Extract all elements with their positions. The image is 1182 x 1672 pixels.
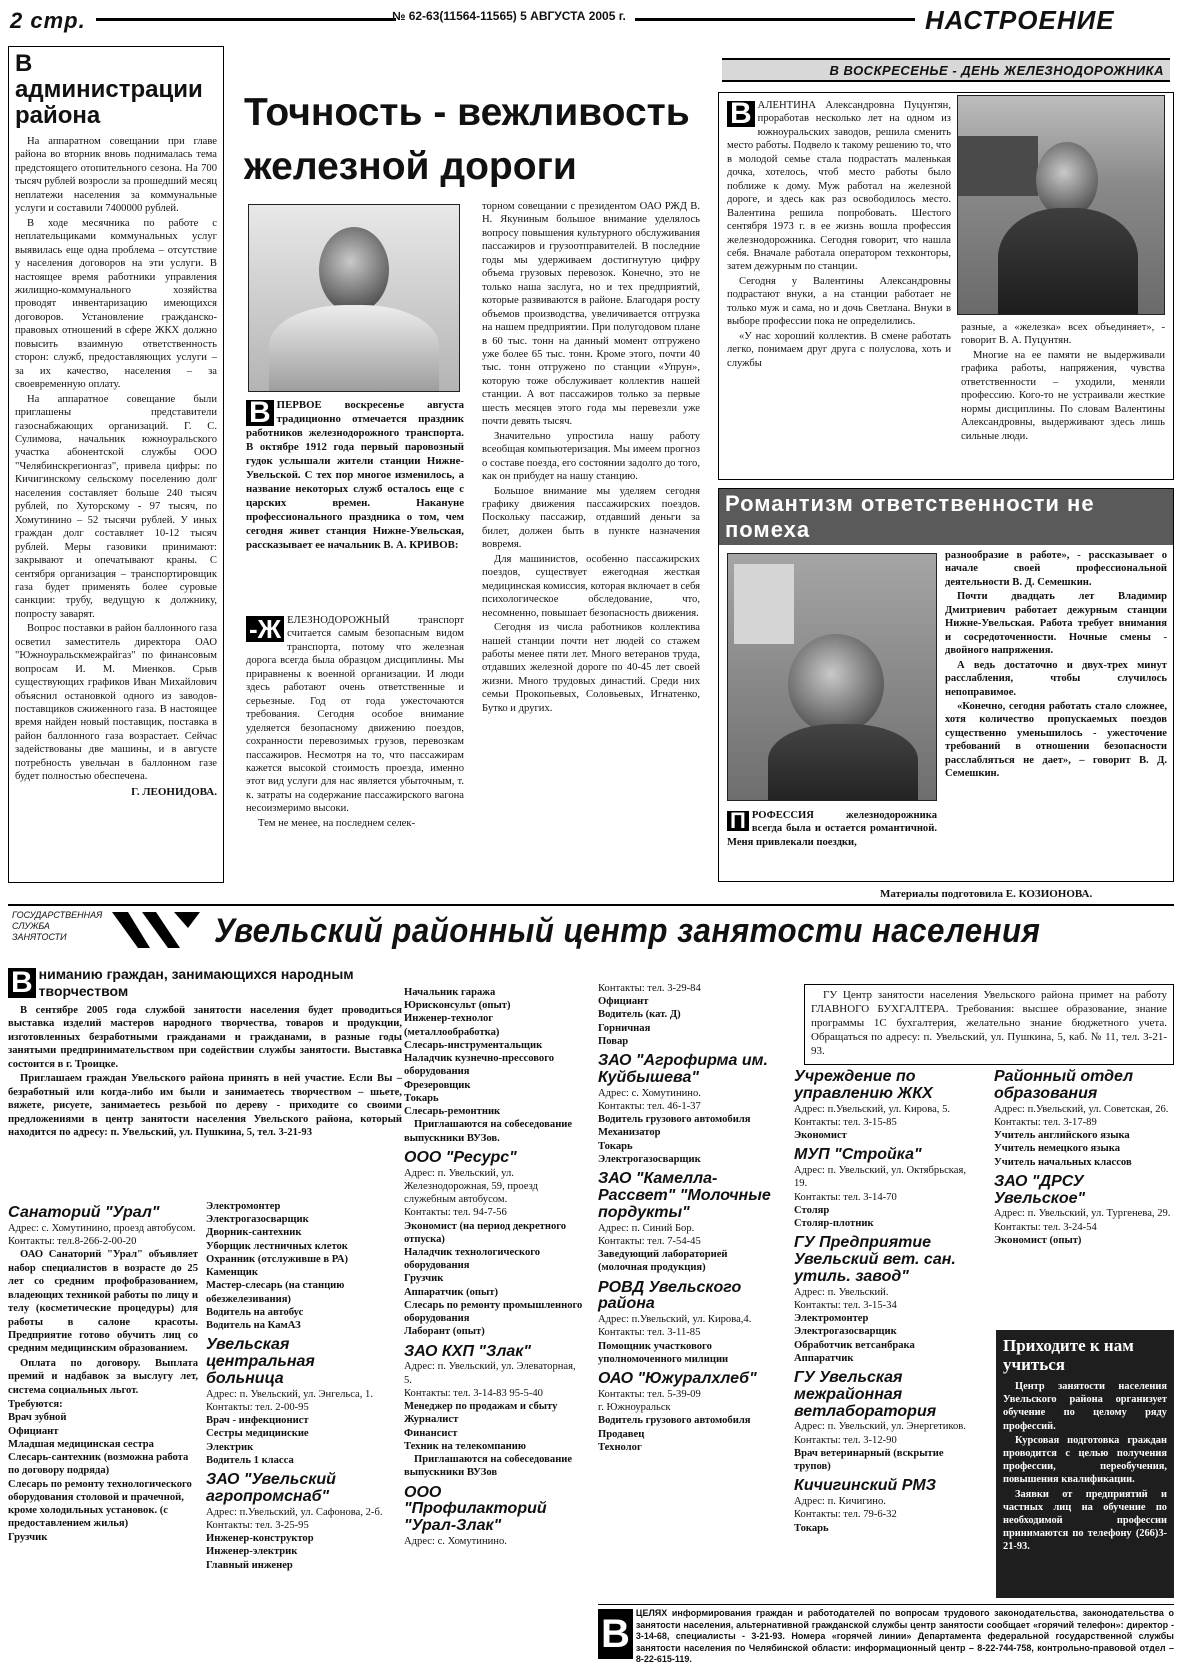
job-item: Экономист (опыт) [994, 1234, 1082, 1246]
emp-col1 [8, 966, 402, 1141]
romance-caption [727, 809, 937, 850]
employment-logo-text: ГОСУДАРСТВЕННАЯ СЛУЖБА ЗАНЯТОСТИ [12, 910, 103, 942]
valentina-col2-p1: разные, а «железка» всех объединяет», - говорит В. А. Пуцунтян. [961, 322, 1165, 347]
job-item: Главный инженер [206, 1559, 293, 1571]
sanatorium-contacts: Контакты: тел.8-266-2-00-20 [8, 1236, 137, 1248]
job-item: Аппаратчик [794, 1352, 854, 1364]
rail-col2-p1: торном совещании с президентом ОАО РЖД В. Н. Якуниным большое внимание уделялось вопросу повышения культурного обслуживания пассажиров и грузоотправителей. В последние годы мы удерживаем достигнутую цифру объема грузовых перевозок. Конечно, это не только наша заслуга, но и тех предприятий, которые развиваются в районе. Благодаря росту объемов производства, увеличивается отгрузка на нашем предприятии. При полугодовом плане в 60 тыс. тонн на данный момент отгружено уже более 65 тыс. тонн. Кроме этого, почти 40 тыс. тонн отгружено по станции «Упрун», которую тоже обслуживает коллектив нашей станции. А вот пассажиров только за первые шесть месяцев этого года мы перевезли уже почти девять тысяч. [482, 201, 700, 428]
job-item: Учитель немецкого языка [994, 1143, 1121, 1155]
krivov-photo [248, 204, 460, 392]
valentina-dropcap: В [727, 101, 755, 127]
rmz-address: Адрес: п. Кичигино. [794, 1496, 886, 1508]
drsu-address: Адрес: п. Увельский, ул. Тургенева, 29. [994, 1208, 1171, 1220]
zlak-address: Адрес: п. Увельский, ул. Элеваторная, 5. [404, 1361, 576, 1386]
valentina-col1-p1: АЛЕНТИНА Александровна Пуцунтян, проработав несколько лет на одном из южноуральских заводов, решила сменить место работы. Подвело к такому решению то, что в молодой семье стала подрастать маленькая дочка, хотелось, чтоб место работы было поближе к дому. Муж работал на железной дороге, и здесь как раз освободилось место. Валентина решила попробовать. Шестого сентября 1973 г. в ее жизнь вошла профессия железнодорожника. Сегодня говорит, что нашла себя. Вначале работала оператором техконторы, затем дежурным по станции. [727, 100, 951, 273]
job-item: Водитель грузового автомобиля [598, 1415, 751, 1427]
job-item: Слесарь-инструментальщик [404, 1039, 543, 1051]
agro-contacts: Контакты: тел. 3-25-95 [206, 1519, 309, 1531]
employment-logo-icon [108, 906, 204, 954]
admin-title: В администрации района [15, 50, 203, 129]
job-item: Охранник (отслуживше в РА) [206, 1253, 349, 1265]
rmz-contacts: Контакты: тел. 79-6-32 [794, 1509, 897, 1521]
rono-address: Адрес: п.Увельский, ул. Советская, 26. [994, 1103, 1169, 1115]
notice-dropcap: В [8, 968, 36, 998]
col3-invite: Приглашаются на собеседование выпускники ВУЗов. [404, 1119, 573, 1144]
hospital-name: Увельская центральная больница [206, 1336, 315, 1387]
sanatorium-p1: ОАО Санаторий "Урал" объявляет набор специалистов в возрасте до 25 лет со средним профобразованием, владеющих техникой работы по лицу и телу (косметические процедуры) для работы в салоне красоты. Предприятие готово обучить лиц со средним медицинским образованием. [8, 1249, 198, 1355]
rail-lead-text: ПЕРВОЕ воскресенье августа традиционно отмечается праздник работников железнодорожного транспорта. В октябре 1912 года первый паровозный гудок услышали жители станции Нижне-Увельской. С тех пор многое изменилось, а название некоторых служб осталось еще с царских времен. Накануне профессионального праздника о том, чем сегодня живет станция Нижне-Увельская, рассказывает ее начальник В. А. КРИВОВ: [246, 399, 464, 552]
job-item: Врач - инфекционист [206, 1415, 309, 1427]
job-item: Столяр [794, 1204, 830, 1216]
job-item: Дворник-сантехник [206, 1227, 302, 1239]
drsu-name: ЗАО "ДРСУ Увельское" [994, 1172, 1086, 1207]
job-item: Водитель 1 класса [206, 1454, 294, 1466]
valentina-col1 [727, 99, 951, 371]
job-item: Учитель начальных классов [994, 1156, 1132, 1168]
rail-lead-dropcap: В [246, 400, 274, 426]
job-item: Экономист [794, 1130, 847, 1142]
stroika-name: МУП "Стройка" [794, 1146, 922, 1164]
hleb-address: г. Южноуральск [598, 1402, 671, 1414]
kuib-contacts: Контакты: тел. 46-1-37 [598, 1101, 701, 1112]
resurs-address: Адрес: п. Увельский, ул. Железнодорожная, 59, проезд служебным автобусом. [404, 1167, 538, 1206]
job-item: Электромонтер [206, 1201, 281, 1212]
notice-p1: В сентябре 2005 года службой занятости населения будет проводиться выставка изделий мастеров народного творчества, товаров и продукции, изготовленных безработными гражданами и гражданами, в разные годы занятыми предпринимательством при содействии службы занятости. Выставка состоится в г. Троицке. [8, 1005, 402, 1070]
rail-quote-dropcap: -Ж [246, 616, 284, 642]
job-item: Учитель английского языка [994, 1130, 1130, 1142]
notice-p2: Приглашаем граждан Увельского района принять в ней участие. Если Вы – безработный или когда-либо им были и занимаетесь творчеством – шьете, вяжете, рисуете, занимаетесь резьбой по дереву - приходите со своими предложениями в центр занятости населения Увельского района, который находится по адресу: п. Увельский, ул. Пушкина, 5, тел. 3-21-93 [8, 1073, 402, 1139]
prof-name: ООО "Профилакторий "Урал-Злак" [404, 1483, 547, 1535]
job-item: Электромонтер [794, 1313, 869, 1325]
romance-dropcap: П [727, 811, 749, 831]
admin-p1: На аппаратном совещании при главе района во вторник вновь поднималась тема предстоящего отопительного сезона. На 700 тысяч рублей возросли за прошедший месяц неплатежи населения за коммунальные услуги и составили 7400000 рублей. [15, 136, 217, 215]
vet-name: ГУ Предприятие Увельский вет. сан. утиль. завод" [794, 1234, 956, 1285]
rail-col2-p2: Значительно упростила нашу работу всеобщая компьютеризация. Мы имеем прогноз о составе поезда, его состоянии задолго до того, как он прибудет на нашу станцию. [482, 430, 700, 483]
section-title: НАСТРОЕНИЕ [925, 5, 1115, 35]
emp-col1a [8, 1200, 198, 1544]
resurs-contacts: Контакты: тел. 94-7-56 [404, 1207, 507, 1219]
employment-title: Увельский районный центр занятости населения [214, 912, 1041, 950]
emp-col3 [404, 986, 584, 1548]
hospital-contacts: Контакты: тел. 2-00-95 [206, 1401, 309, 1413]
job-item: Каменщик [206, 1267, 259, 1279]
rono-contacts: Контакты: тел. 3-17-89 [994, 1116, 1097, 1128]
job-item: Токарь [794, 1522, 829, 1534]
hleb-name: ОАО "Южуралхлеб" [598, 1370, 757, 1388]
kamella-contacts: Контакты: тел. 7-54-45 [598, 1235, 701, 1247]
job-item: Механизатор [598, 1127, 661, 1139]
admin-p4: Вопрос поставки в район баллонного газа осветил заместитель директора ОАО "Южноуральскмежрайгаз" по финансовым вопросам И. М. Миенков. Срыв существующих графиков Иван Михайлович объяснил остановкой одного из заводов-поставщиков сжиженного газа. В настоящее время найден новый поставщик, поставка в район баллонного газа возрастает. Сейчас задействованы две машины, и в августе потребность увельчан в баллонном газе будет полностью обеспечена. [15, 623, 217, 783]
job-item: Слесарь по ремонту промышленного оборудования [404, 1299, 583, 1325]
emp-col2 [206, 1200, 396, 1572]
romance-title: Романтизм ответственности не помеха [719, 489, 1173, 545]
job-item: Финансист [404, 1427, 458, 1439]
sanatorium-name: Санаторий "Урал" [8, 1204, 160, 1221]
drsu-contacts: Контакты: тел. 3-24-54 [994, 1221, 1097, 1233]
admin-author: Г. ЛЕОНИДОВА. [131, 785, 217, 798]
valentina-col1-p2: Сегодня у Валентины Александровны подрастают внуки, а на станции работает не только муж и сама, но и дочь Светлана. Внуки в выборе профессии пока не определились. [727, 275, 951, 328]
job-item: Водитель грузового автомобиля [598, 1114, 751, 1126]
valentina-col2 [961, 321, 1165, 444]
study-p1: Центр занятости населения Увельского района организует обучение по целому ряду профессий. [1003, 1381, 1167, 1432]
prof-address: Адрес: с. Хомутинино. [404, 1535, 507, 1547]
job-item: Электрик [206, 1441, 254, 1453]
rail-col2-p3: Большое внимание мы уделяем сегодня графику движения пассажирских поездов. Поскольку пассажир, отдавший деньги за билет, должен быть в пункте назначения вовремя. [482, 485, 700, 551]
job-item: Техник на телекомпанию [404, 1440, 526, 1452]
job-item: Обработчик ветсанбрака [794, 1339, 915, 1351]
rovd-contacts: Контакты: тел. 3-11-85 [598, 1327, 701, 1339]
job-item: Младшая медицинская сестра [8, 1438, 154, 1450]
job-item: Врач зубной [8, 1412, 67, 1424]
stroika-contacts: Контакты: тел. 3-14-70 [794, 1191, 897, 1203]
job-item: Официант [8, 1425, 59, 1437]
rail-col1-p1: ЕЛЕЗНОДОРОЖНЫЙ транспорт считается самым безопасным видом транспорта, потому что железная дорога всегда была образцом дисциплины. Мы приравнены к военной организации. И люди здесь работают очень ответственные и серьезные. Год от года ужесточаются требования. Сегодня особое внимание уделяется безопасному движению поездов, сохранности перевозимых грузов, перевозкам пассажиров. Несмотря на то, что пассажирам кажется высокой стоимость проезда, именно этот вид услуги для нас является убыточным, т. к. затраты на содержание пассажирского вагона несоизмеримо высоки. [246, 615, 464, 815]
job-item: Электрогазосварщик [598, 1153, 701, 1165]
valentina-photo [957, 95, 1165, 315]
job-item: Инженер-электрик [206, 1546, 298, 1558]
kamella-name: ЗАО "Камелла-Рассвет" "Молочные пордукты" [598, 1170, 771, 1221]
rail-col2 [482, 200, 700, 716]
job-item: Официант [598, 996, 649, 1008]
job-item: Грузчик [404, 1273, 444, 1285]
rail-title: Точность - вежливость железной дороги [244, 91, 690, 188]
emp-col4 [598, 982, 778, 1454]
job-item: Водитель (кат. Д) [598, 1009, 681, 1021]
hospital-address: Адрес: п. Увельский, ул. Энгельса, 1. [206, 1388, 373, 1400]
romance-credit: Материалы подготовила Е. КОЗИОНОВА. [880, 888, 1093, 900]
rail-col2-p5: Сегодня из числа работников коллектива нашей станции почти нет людей со стажем работы менее пяти лет. Много ветеранов труда, отдавших железной дороге по 40-45 лет своей жизни. Много трудовых династий. Среди них семьи Прокопьевых, Соловьевых, Игнатенко, Бутко и других. [482, 622, 700, 714]
vet-address: Адрес: п. Увельский. [794, 1286, 889, 1298]
romance-caption-text: РОФЕССИЯ железнодорожника всегда была и остается романтичной. Меня привлекали поездки, [727, 810, 937, 848]
hleb-contacts: Контакты: тел. 5-39-09 [598, 1388, 701, 1400]
study-box [996, 1330, 1174, 1598]
rovd-name: РОВД Увельского района [598, 1278, 742, 1313]
job-item: Инженер-конструктор [206, 1533, 314, 1545]
valentina-col2-p2: Многие на ее памяти не выдерживали графика работы, напряжения, чувства ответственности – уходили, меняли профессию. Кого-то не устраивали жесткие нормы дисциплины. По словам Валентины Александровны, выдерживают здесь лишь сильные люди. [961, 349, 1165, 442]
job-item: Наладчик технологического оборудования [404, 1247, 541, 1272]
job-item: Водитель на КамАЗ [206, 1320, 301, 1332]
romance-p3: А ведь достаточно и двух-трех минут расслабления, чтобы случилось непоправимое. [945, 659, 1167, 698]
zlak-invite: Приглашаются на собеседование выпускники ВУЗов [404, 1454, 573, 1479]
job-item: Продавец [598, 1428, 645, 1440]
rail-col1-p2: Тем не менее, на последнем селек- [258, 817, 416, 829]
vetlab-name: ГУ Увельская межрайонная ветлаборатория [794, 1369, 937, 1420]
vet-contacts: Контакты: тел. 3-15-34 [794, 1299, 897, 1311]
study-p3: Заявки от предприятий и частных лиц на обучение по необходимой профессии принимаются по телефону (266)3-21-93. [1003, 1488, 1167, 1553]
job-item: Аппаратчик (опыт) [404, 1286, 499, 1298]
job-item: Водитель на автобус [206, 1306, 304, 1318]
job-item: Сестры медицинские [206, 1428, 309, 1440]
job-item: Фрезеровщик [404, 1079, 471, 1091]
rail-col1 [246, 614, 464, 831]
zhkh-name: Учреждение по управлению ЖКХ [794, 1068, 933, 1102]
romance-p1: разнообразие в работе», - рассказывает о начале своей профессиональной деятельности В. Д. Семешкин. [945, 550, 1167, 588]
footer-dropcap: В [598, 1609, 633, 1659]
job-item: Инженер-технолог (металлообработка) [404, 1013, 500, 1038]
valentina-article [718, 92, 1174, 480]
semeshkin-photo [727, 553, 937, 801]
job-item: Лаборант (опыт) [404, 1326, 485, 1338]
footer-text: ЦЕЛЯХ информирования граждан и работодателей по вопросам трудового законодательства, законодательства о занятости населения, альтернативной гражданской службы центр занятости сообщает «горячий телефон»: директор - 3-14-68, специалисты - 3-21-93. Номера «горячей линии» Департамента федеральной государственной службы занятости населения по Челябинской области: информационный центр – 8-22-744-758, контрольно-правовой отдел – 8-22-615-119. [635, 1608, 1174, 1665]
zlak-contacts: Контакты: тел. 3-14-83 95-5-40 [404, 1387, 543, 1399]
hotline-footer [598, 1604, 1174, 1666]
vetlab-address: Адрес: п. Увельский, ул. Энергетиков. [794, 1421, 966, 1433]
job-item: Токарь [598, 1140, 633, 1152]
kamella-address: Адрес: п. Синий Бор. [598, 1222, 695, 1234]
job-item: Технолог [598, 1441, 642, 1453]
job-item: Врач ветеринарный (вскрытие трупов) [794, 1447, 944, 1473]
job-item: Слесарь-ремонтник [404, 1106, 501, 1118]
kuib-address: Адрес: с. Хомутинино. [598, 1087, 701, 1099]
job-item: Менеджер по продажам и сбыту [404, 1401, 558, 1413]
accountant-text: ГУ Центр занятости населения Увельского района примет на работу ГЛАВНОГО БУХГАЛТЕРА. Требования: высшее образование, знание программы 1С бухгалтерия, желательно знание бюджетного учета. Обращаться по адресу: п. Увельский, ул. Пушкина, 5, каб. № 11, тел. 3-21-93. [811, 989, 1167, 1057]
job-item: Горничная [598, 1022, 651, 1034]
resurs-name: ООО "Ресурс" [404, 1148, 517, 1166]
zhkh-address: Адрес: п.Увельский, ул. Кирова, 5. [794, 1103, 951, 1115]
kuib-name: ЗАО "Агрофирма им. Куйбышева" [598, 1052, 768, 1086]
rovd-address: Адрес: п.Увельский, ул. Кирова,4. [598, 1314, 752, 1326]
valentina-col1-p3: «У нас хороший коллектив. В смене работать легко, понимаем друг друга с полуслова, хоть и службы [727, 330, 951, 369]
job-item: Грузчик [8, 1531, 48, 1543]
job-item: Уборщик лестничных клеток [206, 1240, 348, 1252]
sanatorium-req: Требуются: [8, 1399, 63, 1411]
job-item: Начальник гаража [404, 987, 496, 998]
rono-name: Районный отдел образования [994, 1068, 1134, 1102]
accountant-box [804, 984, 1174, 1065]
study-title: Приходите к нам учиться [1003, 1336, 1134, 1374]
job-item: Мастер-слесарь (на станцию обезжелезивания) [206, 1280, 345, 1305]
holiday-banner: В ВОСКРЕСЕНЬЕ - ДЕНЬ ЖЕЛЕЗНОДОРОЖНИКА [722, 58, 1170, 82]
agro-address: Адрес: п.Увельский, ул. Сафонова, 2-б. [206, 1506, 383, 1518]
study-p2: Курсовая подготовка граждан проводится с целью получения профессии, переобучения, повышения квалификации. [1003, 1434, 1167, 1486]
job-item: Наладчик кузнечно-прессового оборудования [404, 1053, 555, 1078]
issue-line: № 62-63(11564-11565) 5 АВГУСТА 2005 г. [392, 9, 626, 23]
job-item: Электрогазосварщик [206, 1214, 309, 1226]
page-number: 2 стр. [10, 8, 86, 33]
job-item: Юрисконсульт (опыт) [404, 1000, 511, 1012]
emp-col6 [994, 1064, 1174, 1247]
notice-title: В ниманию граждан, занимающихся народным творчеством [8, 966, 402, 1000]
admin-p2: В ходе месячника по работе с неплательщиками коммунальных услуг выявилась еще одна проблема – отсутствие у населения договоров на эти услуги. В настоящее время работники управления жилищно-коммунального хозяйства проводят инвентаризацию имеющихся договоров. Установление гражданско-правовых отношений в сфере ЖКХ должно повысить взаимную ответственность сторон: служб, предоставляющих услуги – за их качество, населения – за своевременную оплату. [15, 217, 217, 391]
agro-name: ЗАО "Увельский агропромснаб" [206, 1471, 336, 1505]
rail-lead [246, 398, 464, 552]
zlak-name: ЗАО КХП "Злак" [404, 1342, 531, 1360]
romance-p2: Почти двадцать лет Владимир Дмитриевич работает дежурным станции Нижне-Увельская. Работа требует внимания и сосредоточенности. Ночные смены - двойного напряжения. [945, 591, 1167, 657]
job-item: Токарь [404, 1092, 439, 1104]
job-item: Слесарь по ремонту технологического оборудования столовой и прачечной, кроме холодильных установок. (с предоставлением жилья) [8, 1478, 192, 1530]
sanatorium-p2: Оплата по договору. Выплата премий и надбавок за выслугу лет, система социальных льгот. [8, 1357, 198, 1396]
stroika-address: Адрес: п. Увельский, ул. Октябрьская, 19. [794, 1165, 966, 1190]
romance-p4: «Конечно, сегодня работать стало сложнее, хотя количество пропускаемых поездов существенно уменьшилось - ужесточение требований в отношении безопасности расслабляться не дает», – говорит В. Д. Семешкин. [945, 700, 1167, 780]
romance-article [718, 488, 1174, 882]
romance-text [945, 549, 1167, 782]
job-item: Экономист (на период декретного отпуска) [404, 1220, 567, 1245]
job-item: Повар [598, 1035, 629, 1047]
vetlab-contacts: Контакты: тел. 3-12-90 [794, 1434, 897, 1446]
col4-contacts: Контакты: тел. 3-29-84 [598, 983, 701, 994]
job-item: Помощник участкового уполномоченного милиции [598, 1340, 729, 1365]
emp-col5 [794, 1064, 980, 1535]
job-item: Слесарь-сантехник (возможна работа по договору подряда) [8, 1452, 189, 1477]
sanatorium-address: Адрес: с. Хомутинино, проезд автобусом. [8, 1222, 196, 1234]
job-item: Электрогазосварщик [794, 1326, 897, 1338]
rmz-name: Кичигинский РМЗ [794, 1477, 936, 1495]
rail-col2-p4: Для машинистов, особенно пассажирских поездов, существует ежегодная жесткая медицинская комиссия, которая включает в себя психологическое обследование, что, несомненно, повышает безопасность движения. [482, 553, 700, 619]
job-item: Журналист [404, 1414, 459, 1426]
admin-p3: На аппаратное совещание были приглашены представители газоснабжающих организаций. Г. С. Сулимова, начальник южноуральского участка абонентской службы ООО "Челябинскрегионгаз", привела цифры: по Кичигинскому сельскому поселению долг населения составляет больше 240 тысяч рублей, по Хуторскому - 97 тысяч, по Хомутинино – 52 тысячи рублей. У иных граждан долг составляет 10-12 тысяч рублей. Меры газовики принимают: закрывают и опечатывают краны. С сентября организация – транспортировщик газа будет применять более суровые санкции: трубу, ведущую к должнику, попросту заварят. [15, 393, 217, 620]
zhkh-contacts: Контакты: тел. 3-15-85 [794, 1116, 897, 1128]
job-item: Столяр-плотник [794, 1218, 874, 1230]
job-item: Заведующий лабораторией (молочная продукция) [598, 1249, 728, 1274]
admin-article [8, 46, 224, 883]
